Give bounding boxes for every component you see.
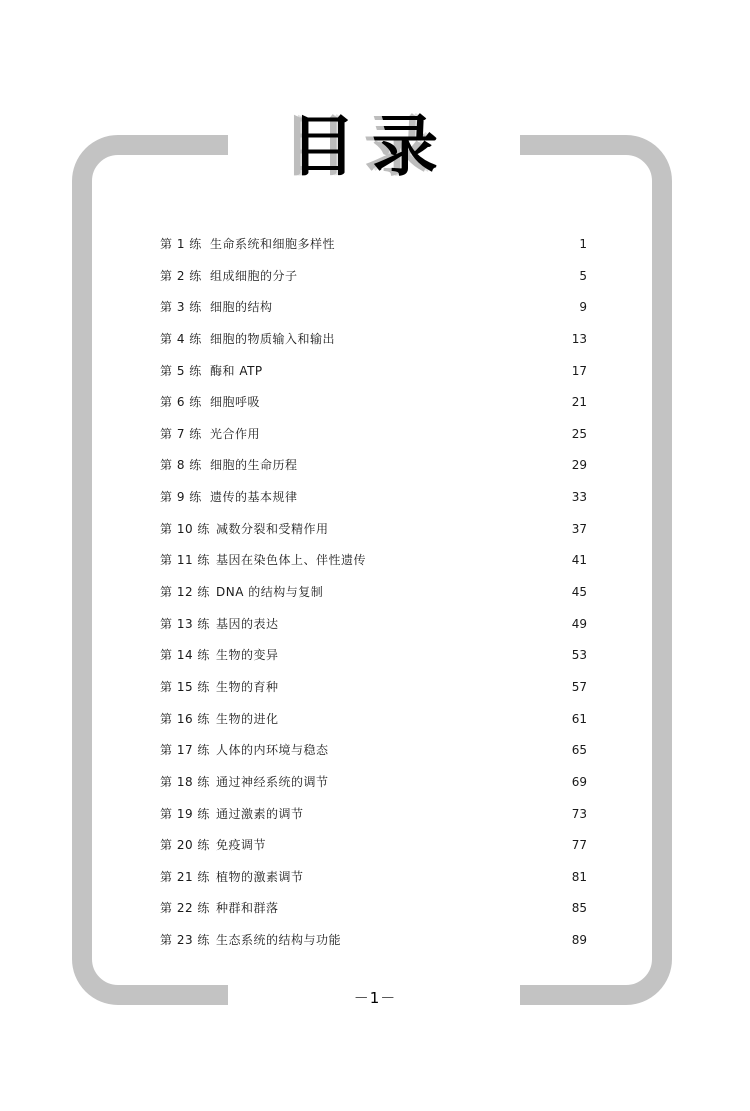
- table-of-contents: [160, 229, 590, 957]
- toc-row-1[interactable]: [160, 229, 590, 261]
- toc-number: 第 10 练: [160, 521, 210, 536]
- toc-title: 生物的进化: [216, 711, 279, 726]
- toc-row-7[interactable]: [160, 419, 590, 451]
- toc-number: 第 13 练: [160, 616, 210, 631]
- toc-title: 生物的变异: [216, 648, 279, 663]
- toc-row-21[interactable]: [160, 862, 590, 894]
- toc-number: 第 21 练: [160, 869, 210, 884]
- toc-title: 组成细胞的分子: [210, 268, 298, 283]
- toc-page: 73: [571, 806, 587, 821]
- toc-page: 81: [571, 869, 587, 884]
- toc-title: 遗传的基本规律: [210, 490, 298, 505]
- toc-title: 光合作用: [210, 426, 261, 441]
- toc-row-16[interactable]: [160, 704, 590, 736]
- toc-number: 第 3 练: [160, 300, 202, 315]
- toc-page: 13: [571, 331, 587, 346]
- title-char-2: 录: [372, 108, 438, 185]
- toc-number: 第 12 练: [160, 585, 210, 600]
- toc-row-11[interactable]: [160, 545, 590, 577]
- toc-title: 通过激素的调节: [216, 806, 304, 821]
- toc-title: 植物的激素调节: [216, 869, 304, 884]
- toc-page: 61: [571, 711, 587, 726]
- toc-row-12[interactable]: [160, 577, 590, 609]
- toc-page: 5: [579, 268, 587, 283]
- toc-title: 生物的育种: [216, 679, 279, 694]
- toc-number: 第 9 练: [160, 490, 202, 505]
- toc-row-18[interactable]: [160, 767, 590, 799]
- toc-number: 第 4 练: [160, 331, 202, 346]
- toc-number: 第 14 练: [160, 648, 210, 663]
- toc-page: 1: [579, 237, 587, 251]
- toc-row-15[interactable]: [160, 672, 590, 704]
- toc-row-8[interactable]: [160, 450, 590, 482]
- toc-page: 41: [571, 553, 587, 568]
- toc-page: 29: [571, 458, 587, 473]
- toc-number: 第 15 练: [160, 679, 210, 694]
- toc-number: 第 23 练: [160, 933, 210, 948]
- toc-title: 细胞呼吸: [210, 395, 261, 410]
- toc-number: 第 18 练: [160, 774, 210, 789]
- toc-row-4[interactable]: [160, 324, 590, 356]
- toc-page: 57: [571, 679, 587, 694]
- toc-title: 免疫调节: [216, 838, 267, 853]
- toc-title: 生命系统和细胞多样性: [210, 237, 336, 251]
- toc-page: 65: [571, 743, 587, 758]
- toc-title: 人体的内环境与稳态: [216, 743, 329, 758]
- toc-number: 第 1 练: [160, 237, 202, 251]
- toc-number: 第 22 练: [160, 901, 210, 916]
- toc-number: 第 7 练: [160, 426, 202, 441]
- title-char-1: 目: [290, 108, 356, 185]
- toc-page: 53: [571, 648, 587, 663]
- toc-row-5[interactable]: [160, 356, 590, 388]
- toc-page: 9: [579, 300, 587, 315]
- toc-row-17[interactable]: [160, 735, 590, 767]
- toc-row-22[interactable]: [160, 893, 590, 925]
- toc-page: 77: [571, 838, 587, 853]
- toc-page: 37: [571, 521, 587, 536]
- toc-page: 33: [571, 490, 587, 505]
- toc-row-10[interactable]: [160, 514, 590, 546]
- toc-row-19[interactable]: [160, 799, 590, 831]
- toc-title: 生态系统的结构与功能: [216, 933, 342, 948]
- toc-row-20[interactable]: [160, 830, 590, 862]
- toc-number: 第 8 练: [160, 458, 202, 473]
- toc-row-2[interactable]: [160, 261, 590, 293]
- toc-number: 第 17 练: [160, 743, 210, 758]
- toc-title: 细胞的结构: [210, 300, 273, 315]
- page-title: [288, 110, 440, 186]
- toc-title: DNA 的结构与复制: [216, 585, 324, 600]
- toc-number: 第 5 练: [160, 363, 202, 378]
- toc-row-3[interactable]: [160, 292, 590, 324]
- toc-page: 89: [571, 933, 587, 948]
- toc-number: 第 11 练: [160, 553, 210, 568]
- toc-row-9[interactable]: [160, 482, 590, 514]
- toc-page: 85: [571, 901, 587, 916]
- toc-row-23[interactable]: [160, 925, 590, 957]
- toc-title: 酶和 ATP: [210, 363, 263, 378]
- toc-title: 基因的表达: [216, 616, 279, 631]
- toc-row-6[interactable]: [160, 387, 590, 419]
- toc-page: 45: [571, 585, 587, 600]
- toc-number: 第 20 练: [160, 838, 210, 853]
- page-number: －1－: [353, 989, 397, 1007]
- toc-title: 种群和群落: [216, 901, 279, 916]
- toc-number: 第 6 练: [160, 395, 202, 410]
- toc-page: 17: [571, 363, 587, 378]
- toc-title: 细胞的生命历程: [210, 458, 298, 473]
- toc-page: 69: [571, 774, 587, 789]
- toc-title: 减数分裂和受精作用: [216, 521, 329, 536]
- toc-title: 通过神经系统的调节: [216, 774, 329, 789]
- toc-number: 第 2 练: [160, 268, 202, 283]
- toc-page: 25: [571, 426, 587, 441]
- toc-title: 细胞的物质输入和输出: [210, 331, 336, 346]
- toc-page: 49: [571, 616, 587, 631]
- toc-number: 第 16 练: [160, 711, 210, 726]
- toc-number: 第 19 练: [160, 806, 210, 821]
- toc-title: 基因在染色体上、伴性遗传: [216, 553, 367, 568]
- toc-row-13[interactable]: [160, 609, 590, 641]
- toc-row-14[interactable]: [160, 640, 590, 672]
- toc-page: 21: [571, 395, 587, 410]
